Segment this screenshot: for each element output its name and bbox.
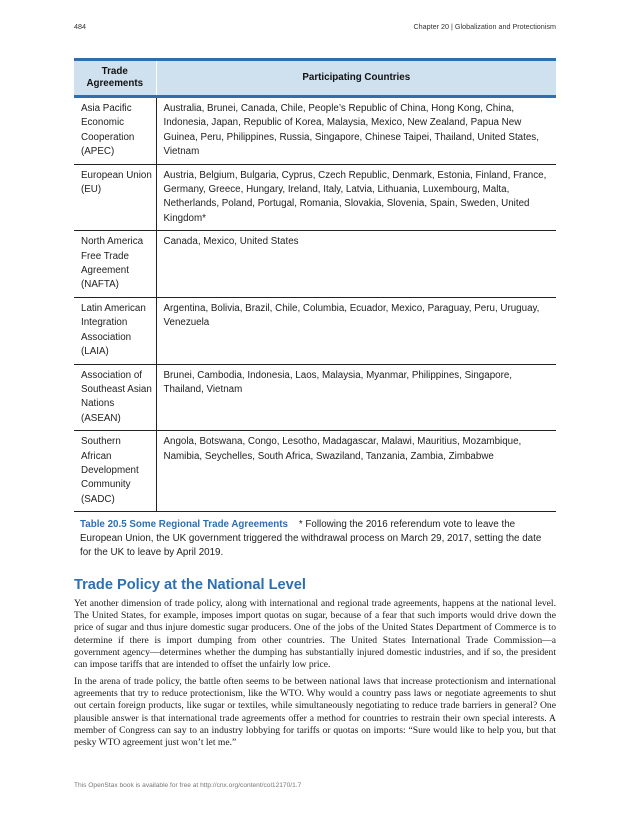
agreement-cell: North America Free Trade Agreement (NAFTA) bbox=[74, 231, 156, 298]
agreement-cell: Southern African Development Community (SADC) bbox=[74, 431, 156, 512]
table-row bbox=[74, 97, 556, 165]
body-paragraph: Yet another dimension of trade policy, along with international and regional trade agreements, happens at the national level. The United States, for example, imposes import quotas on sugar, because of a fear that such imports would drive down the price of sugar and thus injure domestic sugar producers. One of the jobs of the United States Department of Commerce is to determine if there is import dumping from other countries. The United States International Trade Commission—a government agency—determines whether the dumping has substantially injured domestic industries, and if so, the president can impose tariffs that are intended to offset the unfairly low price. bbox=[74, 598, 556, 671]
caption-title: Table 20.5 Some Regional Trade Agreements bbox=[80, 519, 288, 530]
countries-cell: Argentina, Bolivia, Brazil, Chile, Columbia, Ecuador, Mexico, Paraguay, Peru, Uruguay, Venezuela bbox=[156, 297, 556, 364]
agreement-cell: Association of Southeast Asian Nations (ASEAN) bbox=[74, 364, 156, 431]
countries-cell: Austria, Belgium, Bulgaria, Cyprus, Czech Republic, Denmark, Estonia, Finland, France, Germany, Greece, Hungary, Ireland, Italy, Latvia, Lithuania, Luxembourg, Malta, Netherlands, Poland, Portugal, Romania, Slovakia, Slovenia, Spain, Sweden, United Kingdom* bbox=[156, 164, 556, 231]
column-header-agreements: Trade Agreements bbox=[74, 60, 156, 97]
section-heading: Trade Policy at the National Level bbox=[74, 577, 306, 593]
table-row bbox=[74, 297, 556, 364]
table-row bbox=[74, 364, 556, 431]
agreement-cell: Latin American Integration Association (LAIA) bbox=[74, 297, 156, 364]
footer-note: This OpenStax book is available for free at http://cnx.org/content/col12170/1.7 bbox=[74, 782, 302, 789]
table-row bbox=[74, 231, 556, 298]
table-row bbox=[74, 164, 556, 231]
agreement-cell: Asia Pacific Economic Cooperation (APEC) bbox=[74, 97, 156, 165]
table-caption bbox=[80, 518, 545, 560]
column-header-countries: Participating Countries bbox=[156, 60, 556, 97]
body-paragraph: In the arena of trade policy, the battle often seems to be between national laws that increase protectionism and international agreements that try to reduce protectionism, like the WTO. Why would a country pass laws or negotiate agreements to shut out certain foreign products, like sugar or textiles, while simultaneously negotiating to reduce trade barriers in general? One plausible answer is that international trade agreements offer a method for countries to restrain their own special interests. A member of Congress can say to an industry lobbying for tariffs or quotas on imports: “Sure would like to help you, but that pesky WTO agreement just won’t let me.” bbox=[74, 676, 556, 749]
caption-note: * Following the 2016 referendum vote to leave the European Union, the UK government triggered the withdrawal process on March 29, 2017, setting the date for the UK to leave by April 2019. bbox=[80, 519, 542, 558]
table-row bbox=[74, 431, 556, 512]
countries-cell: Brunei, Cambodia, Indonesia, Laos, Malaysia, Myanmar, Philippines, Singapore, Thailand, Vietnam bbox=[156, 364, 556, 431]
countries-cell: Angola, Botswana, Congo, Lesotho, Madagascar, Malawi, Mauritius, Mozambique, Namibia, Seychelles, South Africa, Swaziland, Tanzania, Zambia, Zimbabwe bbox=[156, 431, 556, 512]
trade-agreements-table bbox=[74, 58, 556, 512]
page-number: 484 bbox=[74, 22, 86, 31]
table-header-row bbox=[74, 60, 556, 97]
agreement-cell: European Union (EU) bbox=[74, 164, 156, 231]
page-header bbox=[74, 22, 556, 36]
countries-cell: Australia, Brunei, Canada, Chile, People’s Republic of China, Hong Kong, China, Indonesia, Japan, Republic of Korea, Malaysia, Mexico, New Zealand, Papua New Guinea, Peru, Philippines, Russia, Singapore, Chinese Taipei, Thailand, United States, Vietnam bbox=[156, 97, 556, 165]
chapter-title: Chapter 20 | Globalization and Protectionism bbox=[413, 22, 556, 31]
countries-cell: Canada, Mexico, United States bbox=[156, 231, 556, 298]
